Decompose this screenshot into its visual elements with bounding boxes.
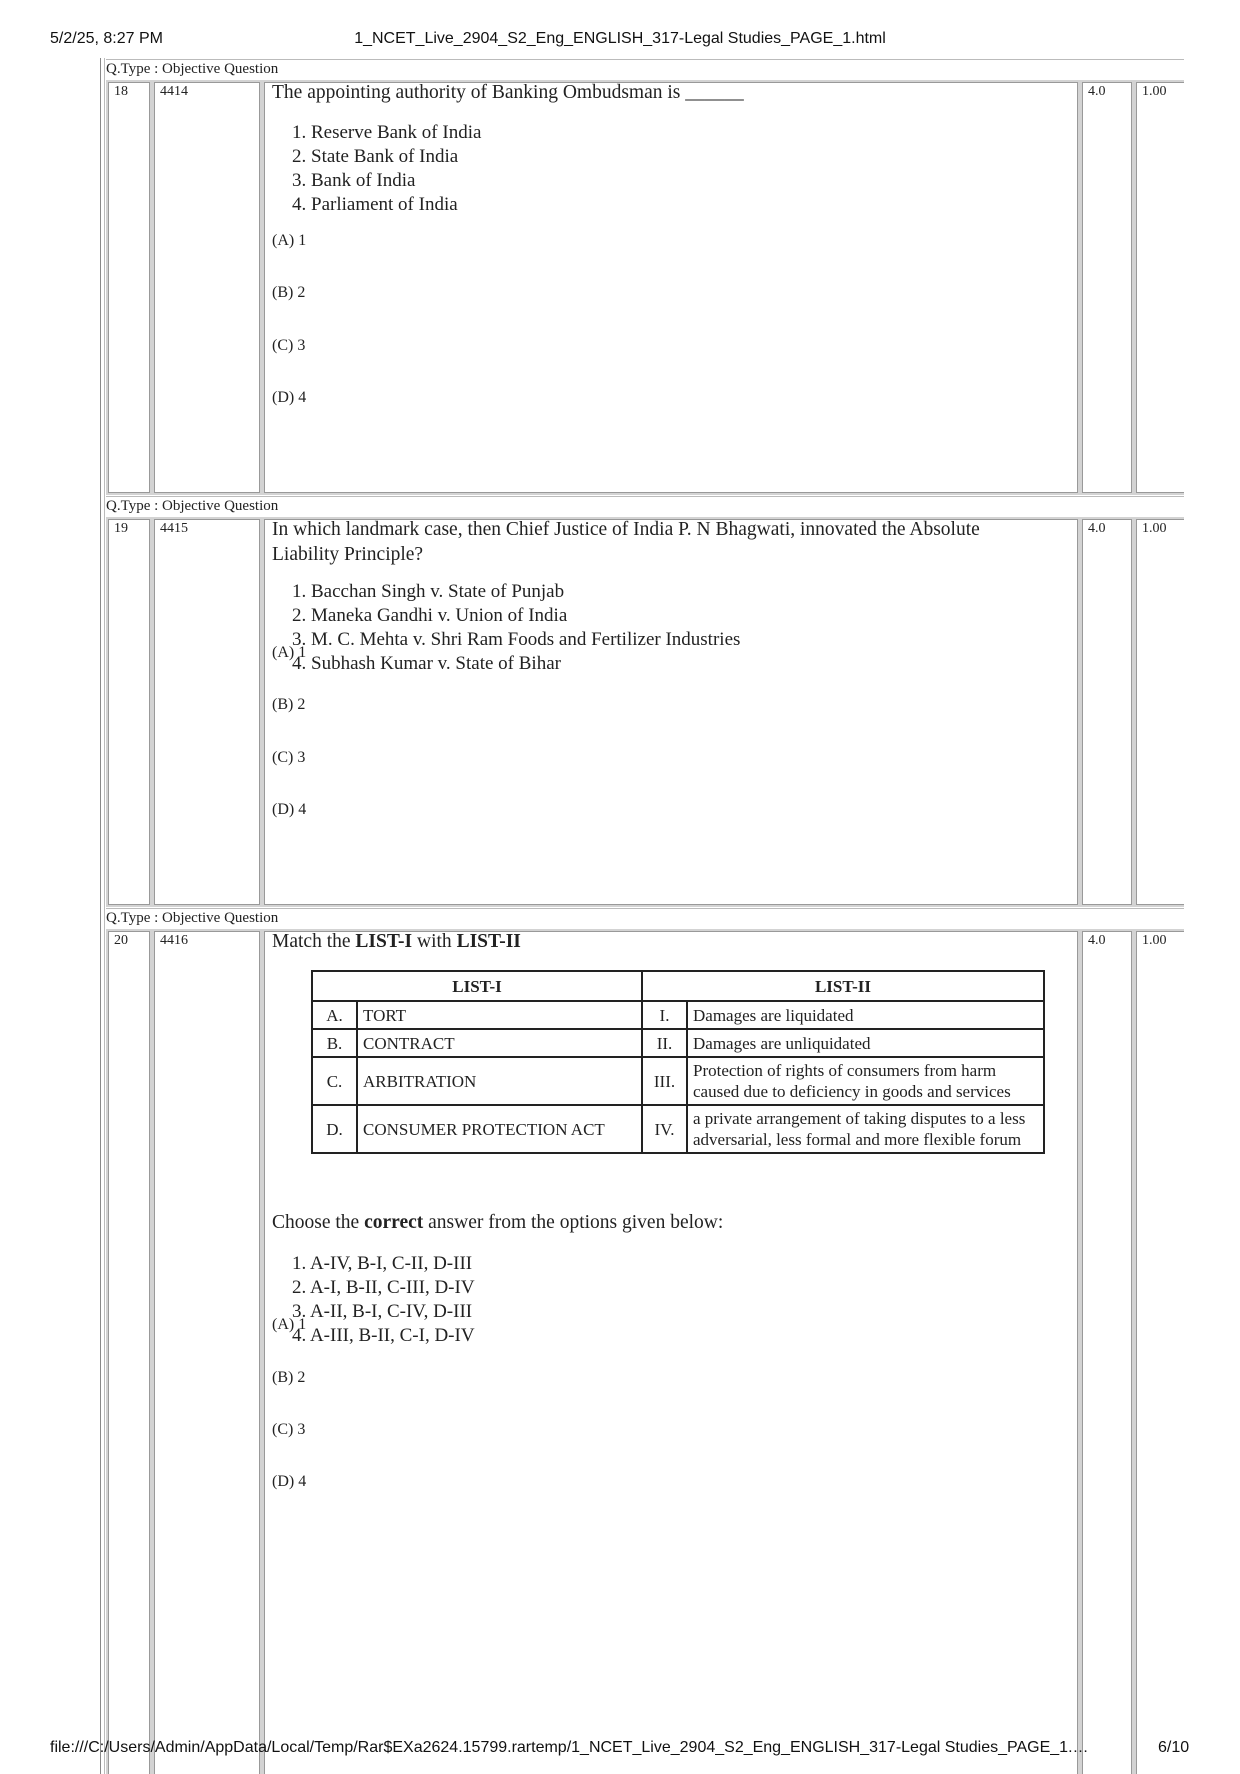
option-item: 1. Bacchan Singh v. State of Punjab bbox=[292, 581, 565, 602]
list-i-letter: A. bbox=[312, 1001, 357, 1029]
answer-choice-d: (D) 4 bbox=[272, 1473, 307, 1490]
answer-choice-b: (B) 2 bbox=[272, 1369, 306, 1386]
print-page-title: 1_NCET_Live_2904_S2_Eng_ENGLISH_317-Legal Studies_PAGE_1.html bbox=[354, 30, 886, 47]
option-item: 4. Subhash Kumar v. State of Bihar bbox=[292, 653, 561, 674]
option-list bbox=[292, 1252, 475, 1348]
marks: 4.0 bbox=[1088, 933, 1106, 948]
sheet-border-inner bbox=[104, 58, 105, 1774]
answer-choice-d: (D) 4 bbox=[272, 389, 307, 406]
option-item: 4. A-III, B-II, C-I, D-IV bbox=[292, 1325, 475, 1346]
option-item: 3. A-II, B-I, C-IV, D-III bbox=[292, 1301, 473, 1322]
list-i-item: CONTRACT bbox=[357, 1029, 642, 1057]
choose-pre: Choose the bbox=[272, 1212, 365, 1233]
negative-marks-cell bbox=[1134, 80, 1184, 495]
print-footer bbox=[0, 1739, 1240, 1761]
list-ii-numeral: III. bbox=[642, 1057, 687, 1105]
question-id-cell bbox=[152, 80, 262, 495]
list-ii-item: Damages are liquidated bbox=[687, 1001, 1044, 1029]
option-item: 2. Maneka Gandhi v. Union of India bbox=[292, 605, 568, 626]
sr-number-cell bbox=[106, 517, 152, 907]
qtype-divider bbox=[106, 59, 1184, 60]
answer-choice-c: (C) 3 bbox=[272, 337, 306, 354]
option-list bbox=[292, 580, 740, 676]
marks-cell bbox=[1080, 929, 1134, 1774]
marks-cell bbox=[1080, 80, 1134, 495]
answer-choice-a: (A) 1 bbox=[272, 1316, 307, 1333]
question-id-cell bbox=[152, 517, 262, 907]
option-item: 3. Bank of India bbox=[292, 170, 416, 191]
option-item: 1. A-IV, B-I, C-II, D-III bbox=[292, 1253, 473, 1274]
choose-post: answer from the options given below: bbox=[423, 1212, 724, 1233]
qtype-label: Q.Type : Objective Question bbox=[106, 910, 279, 926]
question-id: 4416 bbox=[160, 933, 188, 948]
sr-number-cell bbox=[106, 80, 152, 495]
negative-marks-cell bbox=[1134, 929, 1184, 1774]
marks: 4.0 bbox=[1088, 84, 1106, 99]
list-i-letter: B. bbox=[312, 1029, 357, 1057]
match-table-header bbox=[312, 971, 1044, 1001]
choose-bold: correct bbox=[364, 1212, 424, 1233]
answer-choice-a: (A) 1 bbox=[272, 644, 307, 661]
list-i-item: CONSUMER PROTECTION ACT bbox=[357, 1105, 642, 1153]
qtype-divider bbox=[106, 496, 1184, 497]
option-item: 4. Parliament of India bbox=[292, 194, 458, 215]
marks: 4.0 bbox=[1088, 521, 1106, 536]
option-item: 2. State Bank of India bbox=[292, 146, 459, 167]
question-text bbox=[272, 929, 1052, 954]
print-file-url: file:///C:/Users/Admin/AppData/Local/Temp/Rar$EXa2624.15799.rartemp/1_NCET_Live_2904_S2_Eng_ENGLISH_317-Legal Studies_PAGE_1.… bbox=[50, 1739, 1089, 1756]
table-row bbox=[312, 1057, 1044, 1105]
negative-marks-cell bbox=[1134, 517, 1184, 907]
sheet-border bbox=[100, 58, 101, 1774]
print-datetime: 5/2/25, 8:27 PM bbox=[50, 30, 163, 47]
print-header bbox=[0, 30, 1240, 52]
list-ii-item: Damages are unliquidated bbox=[687, 1029, 1044, 1057]
list-i-label: LIST-I bbox=[355, 931, 413, 952]
match-table bbox=[311, 970, 1045, 1154]
option-item: 1. Reserve Bank of India bbox=[292, 122, 482, 143]
answer-choice-d: (D) 4 bbox=[272, 801, 307, 818]
list-ii-numeral: II. bbox=[642, 1029, 687, 1057]
answer-choice-b: (B) 2 bbox=[272, 284, 306, 301]
negative-marks: 1.00 bbox=[1142, 521, 1167, 536]
answer-choice-c: (C) 3 bbox=[272, 1421, 306, 1438]
answer-choice-c: (C) 3 bbox=[272, 749, 306, 766]
table-row bbox=[312, 1029, 1044, 1057]
table-row bbox=[312, 1105, 1044, 1153]
question-text: The appointing authority of Banking Ombudsman is ______ bbox=[272, 82, 744, 103]
table-row bbox=[312, 1001, 1044, 1029]
answer-choice-b: (B) 2 bbox=[272, 696, 306, 713]
question-text-mid: with bbox=[412, 931, 457, 952]
list-i-item: TORT bbox=[357, 1001, 642, 1029]
qtype-divider bbox=[106, 908, 1184, 909]
question-id-cell bbox=[152, 929, 262, 1774]
negative-marks: 1.00 bbox=[1142, 84, 1167, 99]
list-ii-numeral: IV. bbox=[642, 1105, 687, 1153]
marks-cell bbox=[1080, 517, 1134, 907]
list-i-item: ARBITRATION bbox=[357, 1057, 642, 1105]
list-ii-numeral: I. bbox=[642, 1001, 687, 1029]
negative-marks: 1.00 bbox=[1142, 933, 1167, 948]
question-text-pre: Match the bbox=[272, 931, 356, 952]
sr-number-cell bbox=[106, 929, 152, 1774]
list-ii-item: a private arrangement of taking disputes to a less adversarial, less formal and more flexible forum bbox=[687, 1105, 1044, 1153]
qtype-label: Q.Type : Objective Question bbox=[106, 61, 279, 77]
sr-number: 18 bbox=[114, 84, 128, 99]
print-page-number: 6/10 bbox=[1158, 1739, 1190, 1756]
option-item: 2. A-I, B-II, C-III, D-IV bbox=[292, 1277, 475, 1298]
question-id: 4415 bbox=[160, 521, 188, 536]
list-ii-item: Protection of rights of consumers from harm caused due to deficiency in goods and services bbox=[687, 1057, 1044, 1105]
option-list bbox=[292, 121, 481, 217]
question-id: 4414 bbox=[160, 84, 188, 99]
choose-instruction bbox=[272, 1210, 1052, 1235]
list-i-letter: D. bbox=[312, 1105, 357, 1153]
list-ii-header: LIST-II bbox=[642, 971, 1044, 1001]
answer-choice-a: (A) 1 bbox=[272, 232, 307, 249]
list-ii-label: LIST-II bbox=[456, 931, 521, 952]
sr-number: 19 bbox=[114, 521, 128, 536]
question-text: In which landmark case, then Chief Justice of India P. N Bhagwati, innovated the Absolute Liability Principle? bbox=[272, 519, 980, 565]
option-item: 3. M. C. Mehta v. Shri Ram Foods and Fertilizer Industries bbox=[292, 629, 741, 650]
question-body-cell bbox=[262, 517, 1080, 907]
qtype-label: Q.Type : Objective Question bbox=[106, 498, 279, 514]
question-sheet bbox=[100, 58, 1184, 1774]
sr-number: 20 bbox=[114, 933, 128, 948]
list-i-header: LIST-I bbox=[312, 971, 642, 1001]
list-i-letter: C. bbox=[312, 1057, 357, 1105]
